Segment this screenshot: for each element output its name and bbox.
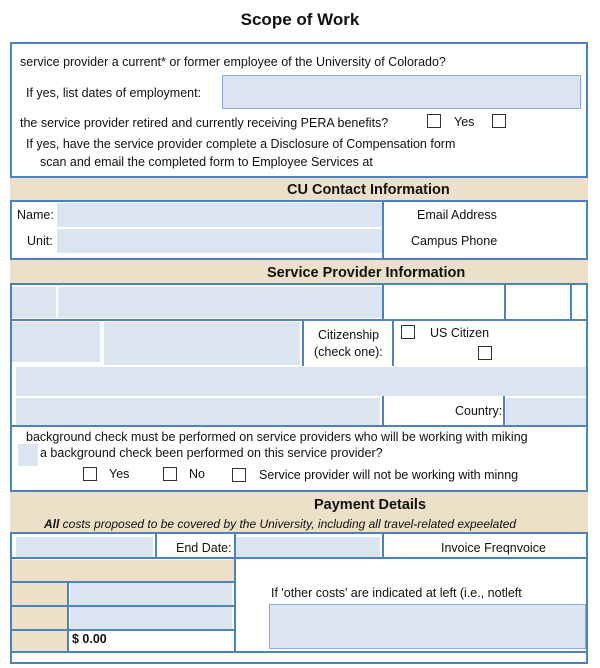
provider-id-field[interactable] xyxy=(12,322,100,362)
country-field[interactable] xyxy=(506,398,586,425)
provider-state-field[interactable] xyxy=(16,398,380,425)
other-costs-text: If 'other costs' are indicated at left (i.e., notleft xyxy=(271,586,522,600)
divider xyxy=(503,396,505,426)
cost-amount-field[interactable] xyxy=(70,583,232,605)
citizenship-label: Citizenship xyxy=(318,328,380,342)
bg-not-working-checkbox[interactable] xyxy=(232,468,246,482)
cost-table-header xyxy=(12,560,234,581)
total-cost-value: $ 0.00 xyxy=(72,632,107,646)
citizenship-sublabel: (check one): xyxy=(314,345,383,359)
payment-header-title: Payment Details xyxy=(314,497,427,513)
end-date-field[interactable] xyxy=(236,537,380,557)
cu-contact-header xyxy=(10,176,588,202)
dates-label: If yes, list dates of employment: xyxy=(26,86,202,100)
payment-note-text: costs proposed to be covered by the University, including all travel-related expeelated xyxy=(59,517,517,531)
dates-of-employment-field[interactable] xyxy=(222,75,581,109)
page-title: Scope of Work xyxy=(240,10,360,29)
payment-note-bold: All xyxy=(44,517,60,531)
provider-header xyxy=(10,258,588,285)
divider xyxy=(382,285,384,320)
cost-category-cell xyxy=(12,583,67,605)
divider xyxy=(392,320,394,366)
pera-question: the service provider retired and currently receiving PERA benefits? xyxy=(20,116,389,130)
cost-category-cell xyxy=(12,607,67,629)
divider xyxy=(382,396,384,426)
divider xyxy=(10,605,236,607)
background-indicator-field[interactable] xyxy=(18,444,38,466)
employee-question: service provider a current* or former employee of the University of Colorado? xyxy=(20,55,446,69)
payment-note xyxy=(44,517,516,531)
invoice-frequency-label: Invoice Freqnvoice xyxy=(441,541,546,555)
email-label: Email Address xyxy=(417,208,497,222)
country-label: Country: xyxy=(455,404,503,418)
divider xyxy=(10,651,588,653)
bg-yes-checkbox[interactable] xyxy=(83,467,97,481)
divider xyxy=(10,557,588,559)
divider xyxy=(10,629,236,631)
divider xyxy=(155,534,157,558)
payment-header xyxy=(10,490,588,534)
cost-amount-field[interactable] xyxy=(70,607,232,629)
campus-phone-label: Campus Phone xyxy=(411,234,498,248)
us-citizen-label: US Citizen xyxy=(430,326,490,340)
provider-prefix-field[interactable] xyxy=(12,287,56,318)
pera-no-checkbox[interactable] xyxy=(492,114,506,128)
disclosure-text-line1: If yes, have the service provider complete a Disclosure of Compensation form xyxy=(26,137,456,151)
end-date-label: End Date: xyxy=(176,541,232,555)
pera-yes-label: Yes xyxy=(454,115,475,129)
bg-no-label: No xyxy=(189,467,205,481)
bg-yes-label: Yes xyxy=(109,467,130,481)
provider-header-title: Service Provider Information xyxy=(267,265,466,281)
divider xyxy=(67,581,69,652)
name-label: Name: xyxy=(17,208,54,222)
provider-address-field[interactable] xyxy=(104,322,300,365)
cu-contact-name-field[interactable] xyxy=(57,203,382,227)
pera-yes-checkbox[interactable] xyxy=(427,114,441,128)
divider xyxy=(382,534,384,558)
bg-not-working-label: Service provider will not be working with minng xyxy=(259,468,519,482)
divider xyxy=(302,320,304,366)
us-citizen-checkbox[interactable] xyxy=(401,325,415,339)
provider-city-field[interactable] xyxy=(16,367,586,396)
unit-label: Unit: xyxy=(27,234,53,248)
divider xyxy=(10,425,588,427)
divider xyxy=(504,285,506,320)
divider xyxy=(10,581,236,583)
disclosure-text-line2: scan and email the completed form to Employee Services at xyxy=(40,155,373,169)
non-citizen-checkbox[interactable] xyxy=(478,346,492,360)
cost-category-cell xyxy=(12,631,67,651)
background-check-text: background check must be performed on service providers who will be working with miking xyxy=(26,430,528,444)
bg-no-checkbox[interactable] xyxy=(163,467,177,481)
background-check-question: a background check been performed on this service provider? xyxy=(40,446,383,460)
start-date-field[interactable] xyxy=(16,537,153,557)
provider-name-field[interactable] xyxy=(58,287,382,318)
divider xyxy=(382,202,384,258)
cu-contact-header-title: CU Contact Information xyxy=(287,182,450,198)
cu-contact-unit-field[interactable] xyxy=(57,229,382,253)
other-costs-explanation-field[interactable] xyxy=(269,604,586,649)
divider xyxy=(570,285,572,320)
divider xyxy=(10,319,588,321)
